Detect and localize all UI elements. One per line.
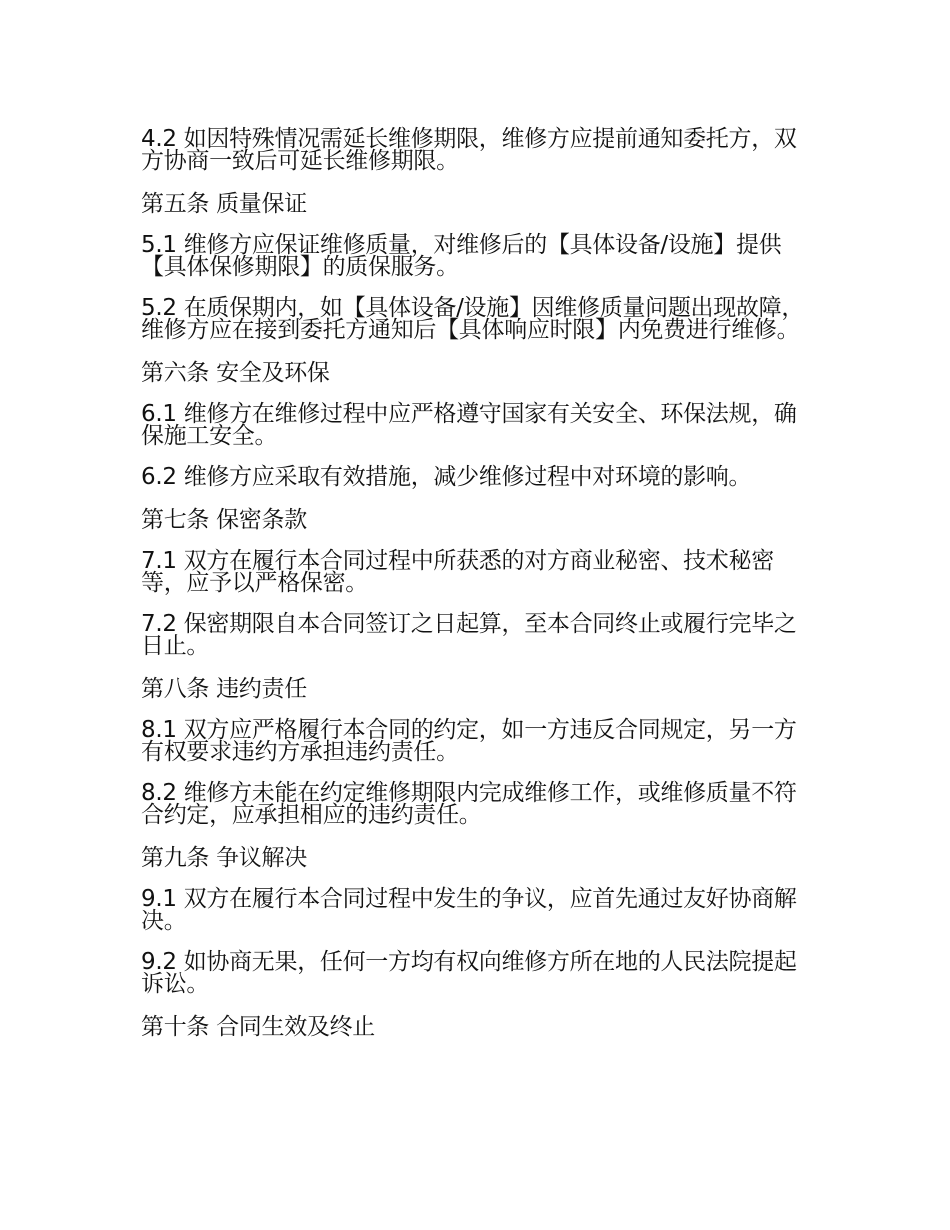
clause-5-1: 5.1 维修方应保证维修质量，对维修后的【具体设备/设施】提供【具体保修期限】的质保服务。 [141,232,782,280]
clause-6-2: 6.2 维修方应采取有效措施，减少维修过程中对环境的影响。 [141,464,752,490]
document-body [141,128,813,1057]
article-6-heading: 第六条 安全及环保 [141,360,330,386]
article-10-heading: 第十条 合同生效及终止 [141,1014,376,1040]
clause-7-1: 7.1 双方在履行本合同过程中所获悉的对方商业秘密、技术秘密等，应予以严格保密。 [141,548,774,596]
clause-9-1: 9.1 双方在履行本合同过程中发生的争议，应首先通过友好协商解决。 [141,886,797,934]
clause-9-2: 9.2 如协商无果，任何一方均有权向维修方所在地的人民法院提起诉讼。 [141,949,797,997]
clause-4-2: 4.2 如因特殊情况需延长维修期限，维修方应提前通知委托方，双方协商一致后可延长维修期限。 [141,126,797,174]
clause-8-2: 8.2 维修方未能在约定维修期限内完成维修工作，或维修质量不符合约定，应承担相应的违约责任。 [141,780,797,828]
clause-6-1: 6.1 维修方在维修过程中应严格遵守国家有关安全、环保法规，确保施工安全。 [141,401,797,449]
article-7-heading: 第七条 保密条款 [141,507,307,533]
clause-8-1: 8.1 双方应严格履行本合同的约定，如一方违反合同规定，另一方有权要求违约方承担违约责任。 [141,717,797,765]
article-5-heading: 第五条 质量保证 [141,191,307,217]
article-8-heading: 第八条 违约责任 [141,676,307,702]
clause-7-2: 7.2 保密期限自本合同签订之日起算，至本合同终止或履行完毕之日止。 [141,611,797,659]
article-9-heading: 第九条 争议解决 [141,845,307,871]
clause-5-2: 5.2 在质保期内，如【具体设备/设施】因维修质量问题出现故障，维修方应在接到委托方通知后【具体响应时限】内免费进行维修。 [141,295,805,343]
